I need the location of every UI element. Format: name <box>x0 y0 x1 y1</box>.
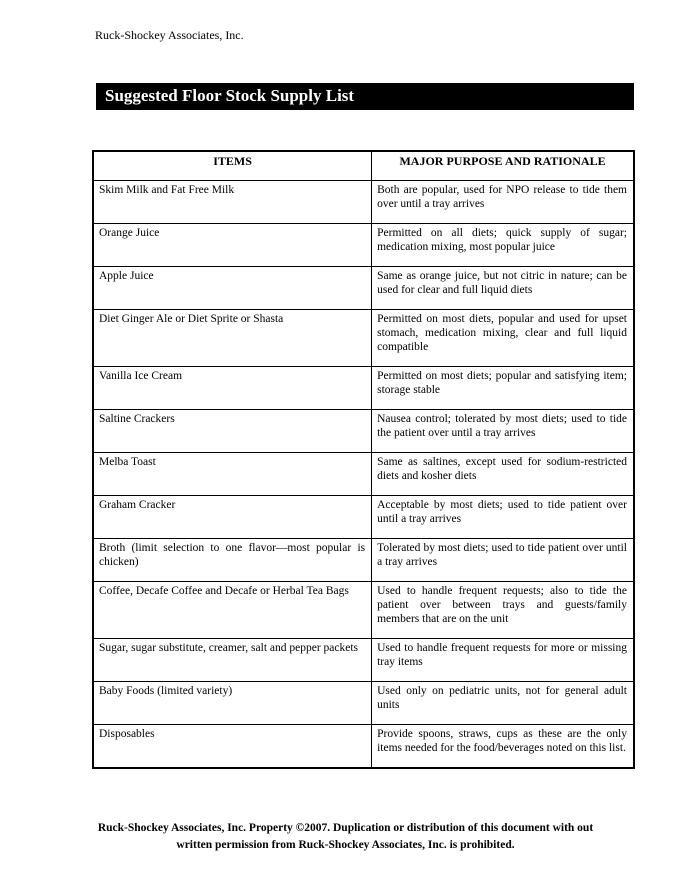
column-header-items: ITEMS <box>93 151 372 181</box>
item-cell: Baby Foods (limited variety) <box>93 682 372 725</box>
rationale-cell: Permitted on most diets; popular and satisfying item; storage stable <box>372 367 634 410</box>
rationale-cell: Permitted on most diets, popular and used for upset stomach, medication mixing, clear and full liquid compatible <box>372 310 634 367</box>
table-row <box>93 725 634 769</box>
item-cell: Saltine Crackers <box>93 410 372 453</box>
item-cell: Sugar, sugar substitute, creamer, salt and pepper packets <box>93 639 372 682</box>
footer-line-2: written permission from Ruck-Shockey Associates, Inc. is prohibited. <box>176 839 515 851</box>
rationale-cell: Used to handle frequent requests for more or missing tray items <box>372 639 634 682</box>
page-title: Suggested Floor Stock Supply List <box>105 86 355 105</box>
item-cell: Broth (limit selection to one flavor—most popular is chicken) <box>93 539 372 582</box>
table-row <box>93 496 634 539</box>
copyright-footer <box>0 820 691 854</box>
rationale-cell: Both are popular, used for NPO release to tide them over until a tray arrives <box>372 181 634 224</box>
rationale-cell: Same as saltines, except used for sodium-restricted diets and kosher diets <box>372 453 634 496</box>
table-row <box>93 310 634 367</box>
rationale-cell: Provide spoons, straws, cups as these are the only items needed for the food/beverages noted on this list. <box>372 725 634 769</box>
table-row <box>93 582 634 639</box>
item-cell: Diet Ginger Ale or Diet Sprite or Shasta <box>93 310 372 367</box>
table-header-row <box>93 151 634 181</box>
rationale-cell: Acceptable by most diets; used to tide patient over until a tray arrives <box>372 496 634 539</box>
item-cell: Orange Juice <box>93 224 372 267</box>
table-row <box>93 639 634 682</box>
table-row <box>93 181 634 224</box>
item-cell: Skim Milk and Fat Free Milk <box>93 181 372 224</box>
column-header-purpose: MAJOR PURPOSE AND RATIONALE <box>372 151 634 181</box>
table-row <box>93 367 634 410</box>
rationale-cell: Permitted on all diets; quick supply of sugar; medication mixing, most popular juice <box>372 224 634 267</box>
rationale-cell: Nausea control; tolerated by most diets; used to tide the patient over until a tray arrives <box>372 410 634 453</box>
rationale-cell: Tolerated by most diets; used to tide patient over until a tray arrives <box>372 539 634 582</box>
table-row <box>93 224 634 267</box>
item-cell: Coffee, Decafe Coffee and Decafe or Herbal Tea Bags <box>93 582 372 639</box>
rationale-cell: Used to handle frequent requests; also to tide the patient over between trays and guests/family members that are on the unit <box>372 582 634 639</box>
rationale-cell: Used only on pediatric units, not for general adult units <box>372 682 634 725</box>
table-row <box>93 267 634 310</box>
title-banner <box>96 83 634 110</box>
supply-list-table <box>92 150 635 769</box>
item-cell: Apple Juice <box>93 267 372 310</box>
item-cell: Disposables <box>93 725 372 769</box>
table-row <box>93 410 634 453</box>
table-row <box>93 539 634 582</box>
rationale-cell: Same as orange juice, but not citric in nature; can be used for clear and full liquid diets <box>372 267 634 310</box>
footer-line-1: Ruck-Shockey Associates, Inc. Property ©2007. Duplication or distribution of this document with out <box>97 822 594 834</box>
table-row <box>93 682 634 725</box>
item-cell: Vanilla Ice Cream <box>93 367 372 410</box>
company-name: Ruck-Shockey Associates, Inc. <box>95 28 244 42</box>
table-row <box>93 453 634 496</box>
item-cell: Graham Cracker <box>93 496 372 539</box>
item-cell: Melba Toast <box>93 453 372 496</box>
